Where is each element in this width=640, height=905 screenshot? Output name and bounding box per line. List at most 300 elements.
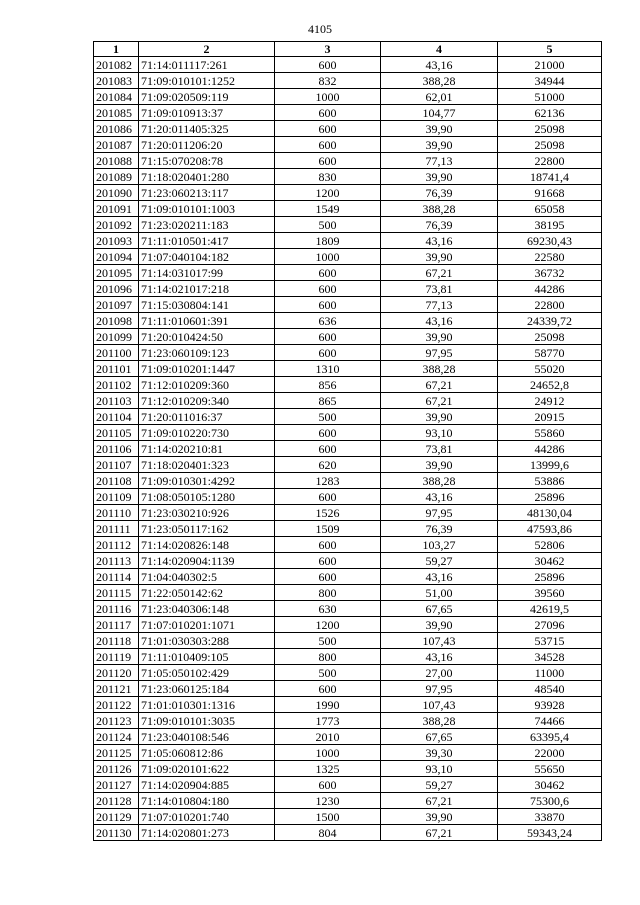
table-cell-col-1: 201115 bbox=[94, 585, 139, 601]
column-header-3: 3 bbox=[275, 42, 381, 57]
table-cell-col-2: 71:07:040104:182 bbox=[139, 249, 275, 265]
table-cell-col-4: 67,21 bbox=[381, 825, 498, 841]
table-row bbox=[94, 633, 602, 649]
table-cell-col-5: 47593,86 bbox=[498, 521, 602, 537]
table-cell-col-1: 201090 bbox=[94, 185, 139, 201]
table-cell-col-2: 71:15:030804:141 bbox=[139, 297, 275, 313]
table-cell-col-2: 71:18:020401:280 bbox=[139, 169, 275, 185]
table-cell-col-4: 43,16 bbox=[381, 57, 498, 73]
table-cell-col-1: 201094 bbox=[94, 249, 139, 265]
table-cell-col-1: 201101 bbox=[94, 361, 139, 377]
table-cell-col-5: 25896 bbox=[498, 569, 602, 585]
table-row bbox=[94, 425, 602, 441]
table-cell-col-1: 201082 bbox=[94, 57, 139, 73]
table-cell-col-3: 800 bbox=[275, 649, 381, 665]
table-cell-col-4: 97,95 bbox=[381, 345, 498, 361]
table-cell-col-2: 71:11:010409:105 bbox=[139, 649, 275, 665]
table-cell-col-2: 71:15:070208:78 bbox=[139, 153, 275, 169]
table-cell-col-2: 71:11:010501:417 bbox=[139, 233, 275, 249]
column-header-4: 4 bbox=[381, 42, 498, 57]
table-cell-col-5: 36732 bbox=[498, 265, 602, 281]
table-cell-col-2: 71:09:010301:4292 bbox=[139, 473, 275, 489]
table-cell-col-4: 76,39 bbox=[381, 185, 498, 201]
table-cell-col-1: 201117 bbox=[94, 617, 139, 633]
table-cell-col-4: 388,28 bbox=[381, 713, 498, 729]
table-cell-col-4: 39,90 bbox=[381, 809, 498, 825]
table-cell-col-4: 43,16 bbox=[381, 489, 498, 505]
table-cell-col-1: 201126 bbox=[94, 761, 139, 777]
table-cell-col-1: 201116 bbox=[94, 601, 139, 617]
table-cell-col-3: 2010 bbox=[275, 729, 381, 745]
table-cell-col-1: 201107 bbox=[94, 457, 139, 473]
table-cell-col-3: 1000 bbox=[275, 745, 381, 761]
table-cell-col-1: 201092 bbox=[94, 217, 139, 233]
table-cell-col-2: 71:08:050105:1280 bbox=[139, 489, 275, 505]
header-row bbox=[94, 42, 602, 57]
table-cell-col-1: 201125 bbox=[94, 745, 139, 761]
table-cell-col-3: 1283 bbox=[275, 473, 381, 489]
table-cell-col-3: 636 bbox=[275, 313, 381, 329]
table-cell-col-4: 67,21 bbox=[381, 377, 498, 393]
table-cell-col-5: 34528 bbox=[498, 649, 602, 665]
table-cell-col-2: 71:01:010301:1316 bbox=[139, 697, 275, 713]
table-cell-col-4: 97,95 bbox=[381, 505, 498, 521]
table-cell-col-2: 71:23:040306:148 bbox=[139, 601, 275, 617]
table-row bbox=[94, 345, 602, 361]
table-cell-col-2: 71:09:020101:622 bbox=[139, 761, 275, 777]
table-row bbox=[94, 105, 602, 121]
table-cell-col-5: 25098 bbox=[498, 329, 602, 345]
table-row bbox=[94, 441, 602, 457]
table-row bbox=[94, 569, 602, 585]
table-row bbox=[94, 329, 602, 345]
table-cell-col-5: 55650 bbox=[498, 761, 602, 777]
table-cell-col-3: 600 bbox=[275, 57, 381, 73]
table-cell-col-4: 388,28 bbox=[381, 473, 498, 489]
table-row bbox=[94, 649, 602, 665]
table-cell-col-3: 600 bbox=[275, 489, 381, 505]
table-cell-col-3: 600 bbox=[275, 265, 381, 281]
column-header-1: 1 bbox=[94, 42, 139, 57]
table-cell-col-1: 201123 bbox=[94, 713, 139, 729]
table-cell-col-1: 201111 bbox=[94, 521, 139, 537]
table-cell-col-2: 71:23:030210:926 bbox=[139, 505, 275, 521]
table-cell-col-5: 53886 bbox=[498, 473, 602, 489]
table-cell-col-1: 201087 bbox=[94, 137, 139, 153]
table-cell-col-3: 600 bbox=[275, 137, 381, 153]
table-row bbox=[94, 361, 602, 377]
table-cell-col-1: 201106 bbox=[94, 441, 139, 457]
table-cell-col-2: 71:07:010201:1071 bbox=[139, 617, 275, 633]
table-cell-col-5: 51000 bbox=[498, 89, 602, 105]
table-cell-col-3: 600 bbox=[275, 345, 381, 361]
table-cell-col-4: 43,16 bbox=[381, 649, 498, 665]
table-cell-col-4: 388,28 bbox=[381, 201, 498, 217]
table-row bbox=[94, 473, 602, 489]
table-cell-col-1: 201120 bbox=[94, 665, 139, 681]
table-cell-col-3: 1773 bbox=[275, 713, 381, 729]
table-cell-col-5: 39560 bbox=[498, 585, 602, 601]
table-cell-col-2: 71:09:010101:1252 bbox=[139, 73, 275, 89]
table-row bbox=[94, 713, 602, 729]
table-cell-col-4: 39,90 bbox=[381, 249, 498, 265]
table-cell-col-1: 201127 bbox=[94, 777, 139, 793]
table-cell-col-5: 44286 bbox=[498, 441, 602, 457]
table-cell-col-5: 22800 bbox=[498, 297, 602, 313]
table-cell-col-3: 500 bbox=[275, 665, 381, 681]
table-cell-col-5: 22800 bbox=[498, 153, 602, 169]
table-cell-col-5: 93928 bbox=[498, 697, 602, 713]
table-cell-col-4: 93,10 bbox=[381, 761, 498, 777]
table-cell-col-2: 71:09:020509:119 bbox=[139, 89, 275, 105]
table-cell-col-1: 201105 bbox=[94, 425, 139, 441]
table-header bbox=[94, 42, 602, 57]
table-cell-col-4: 77,13 bbox=[381, 297, 498, 313]
table-cell-col-3: 865 bbox=[275, 393, 381, 409]
table-cell-col-4: 104,77 bbox=[381, 105, 498, 121]
table-cell-col-3: 500 bbox=[275, 217, 381, 233]
table-cell-col-3: 600 bbox=[275, 153, 381, 169]
table-cell-col-2: 71:14:021017:218 bbox=[139, 281, 275, 297]
table-cell-col-5: 24339,72 bbox=[498, 313, 602, 329]
table-cell-col-1: 201113 bbox=[94, 553, 139, 569]
table-cell-col-3: 830 bbox=[275, 169, 381, 185]
table-cell-col-2: 71:20:011405:325 bbox=[139, 121, 275, 137]
table-cell-col-4: 97,95 bbox=[381, 681, 498, 697]
table-cell-col-5: 48540 bbox=[498, 681, 602, 697]
table-row bbox=[94, 825, 602, 841]
table-row bbox=[94, 137, 602, 153]
table-cell-col-2: 71:20:011206:20 bbox=[139, 137, 275, 153]
table-cell-col-2: 71:23:060109:123 bbox=[139, 345, 275, 361]
table-cell-col-2: 71:20:010424:50 bbox=[139, 329, 275, 345]
table-cell-col-1: 201121 bbox=[94, 681, 139, 697]
table-cell-col-5: 27096 bbox=[498, 617, 602, 633]
table-cell-col-5: 18741,4 bbox=[498, 169, 602, 185]
table-cell-col-1: 201083 bbox=[94, 73, 139, 89]
table-row bbox=[94, 793, 602, 809]
table-cell-col-4: 76,39 bbox=[381, 217, 498, 233]
table-cell-col-2: 71:09:010913:37 bbox=[139, 105, 275, 121]
table-row bbox=[94, 681, 602, 697]
table-cell-col-2: 71:01:030303:288 bbox=[139, 633, 275, 649]
table-cell-col-3: 600 bbox=[275, 537, 381, 553]
table-cell-col-3: 1310 bbox=[275, 361, 381, 377]
table-cell-col-5: 20915 bbox=[498, 409, 602, 425]
table-cell-col-2: 71:05:060812:86 bbox=[139, 745, 275, 761]
table-cell-col-1: 201097 bbox=[94, 297, 139, 313]
table-cell-col-1: 201100 bbox=[94, 345, 139, 361]
table-row bbox=[94, 57, 602, 73]
table-cell-col-3: 1809 bbox=[275, 233, 381, 249]
table-row bbox=[94, 313, 602, 329]
table-cell-col-5: 42619,5 bbox=[498, 601, 602, 617]
table-cell-col-4: 43,16 bbox=[381, 569, 498, 585]
table-cell-col-3: 1990 bbox=[275, 697, 381, 713]
table-cell-col-3: 1526 bbox=[275, 505, 381, 521]
table-cell-col-3: 600 bbox=[275, 681, 381, 697]
table-cell-col-4: 67,21 bbox=[381, 793, 498, 809]
table-row bbox=[94, 809, 602, 825]
data-table bbox=[93, 41, 602, 841]
table-cell-col-5: 53715 bbox=[498, 633, 602, 649]
table-cell-col-2: 71:09:010101:1003 bbox=[139, 201, 275, 217]
table-cell-col-3: 1200 bbox=[275, 185, 381, 201]
table-cell-col-5: 55020 bbox=[498, 361, 602, 377]
table-cell-col-4: 39,90 bbox=[381, 169, 498, 185]
table-cell-col-1: 201114 bbox=[94, 569, 139, 585]
table-cell-col-2: 71:09:010101:3035 bbox=[139, 713, 275, 729]
table-cell-col-2: 71:23:060125:184 bbox=[139, 681, 275, 697]
table-cell-col-2: 71:04:040302:5 bbox=[139, 569, 275, 585]
table-cell-col-4: 51,00 bbox=[381, 585, 498, 601]
table-cell-col-3: 600 bbox=[275, 105, 381, 121]
table-cell-col-5: 69230,43 bbox=[498, 233, 602, 249]
table-cell-col-5: 30462 bbox=[498, 777, 602, 793]
table-cell-col-2: 71:22:050142:62 bbox=[139, 585, 275, 601]
table-cell-col-2: 71:14:020904:1139 bbox=[139, 553, 275, 569]
table-cell-col-2: 71:07:010201:740 bbox=[139, 809, 275, 825]
table-cell-col-5: 24912 bbox=[498, 393, 602, 409]
table-cell-col-1: 201095 bbox=[94, 265, 139, 281]
table-cell-col-3: 600 bbox=[275, 329, 381, 345]
table-cell-col-4: 67,21 bbox=[381, 393, 498, 409]
table-cell-col-2: 71:18:020401:323 bbox=[139, 457, 275, 473]
table-row bbox=[94, 761, 602, 777]
table-cell-col-3: 1000 bbox=[275, 249, 381, 265]
table-row bbox=[94, 745, 602, 761]
table-row bbox=[94, 553, 602, 569]
table-row bbox=[94, 153, 602, 169]
table-cell-col-3: 600 bbox=[275, 297, 381, 313]
table-cell-col-4: 39,90 bbox=[381, 137, 498, 153]
table-cell-col-1: 201128 bbox=[94, 793, 139, 809]
table-cell-col-1: 201099 bbox=[94, 329, 139, 345]
table-row bbox=[94, 489, 602, 505]
table-cell-col-3: 600 bbox=[275, 553, 381, 569]
table-cell-col-3: 804 bbox=[275, 825, 381, 841]
table-cell-col-2: 71:23:020211:183 bbox=[139, 217, 275, 233]
table-body bbox=[94, 57, 602, 841]
table-row bbox=[94, 249, 602, 265]
table-cell-col-5: 11000 bbox=[498, 665, 602, 681]
table-cell-col-1: 201103 bbox=[94, 393, 139, 409]
table-cell-col-1: 201109 bbox=[94, 489, 139, 505]
table-cell-col-2: 71:14:020801:273 bbox=[139, 825, 275, 841]
table-cell-col-3: 500 bbox=[275, 633, 381, 649]
table-cell-col-5: 30462 bbox=[498, 553, 602, 569]
table-cell-col-5: 91668 bbox=[498, 185, 602, 201]
table-cell-col-4: 59,27 bbox=[381, 553, 498, 569]
table-cell-col-2: 71:23:050117:162 bbox=[139, 521, 275, 537]
table-cell-col-5: 25896 bbox=[498, 489, 602, 505]
table-cell-col-1: 201091 bbox=[94, 201, 139, 217]
table-cell-col-5: 63395,4 bbox=[498, 729, 602, 745]
table-cell-col-3: 1325 bbox=[275, 761, 381, 777]
table-cell-col-5: 52806 bbox=[498, 537, 602, 553]
table-cell-col-5: 22000 bbox=[498, 745, 602, 761]
table-cell-col-5: 22580 bbox=[498, 249, 602, 265]
table-row bbox=[94, 297, 602, 313]
table-cell-col-5: 55860 bbox=[498, 425, 602, 441]
table-cell-col-5: 13999,6 bbox=[498, 457, 602, 473]
table-cell-col-4: 39,90 bbox=[381, 617, 498, 633]
table-cell-col-3: 600 bbox=[275, 281, 381, 297]
table-row bbox=[94, 233, 602, 249]
table-cell-col-1: 201102 bbox=[94, 377, 139, 393]
table-row bbox=[94, 665, 602, 681]
table-cell-col-4: 39,90 bbox=[381, 329, 498, 345]
table-cell-col-3: 620 bbox=[275, 457, 381, 473]
table-cell-col-3: 1549 bbox=[275, 201, 381, 217]
column-header-2: 2 bbox=[139, 42, 275, 57]
table-cell-col-4: 27,00 bbox=[381, 665, 498, 681]
table-cell-col-4: 73,81 bbox=[381, 441, 498, 457]
table-cell-col-3: 600 bbox=[275, 121, 381, 137]
table-cell-col-4: 77,13 bbox=[381, 153, 498, 169]
table-cell-col-1: 201096 bbox=[94, 281, 139, 297]
table-row bbox=[94, 521, 602, 537]
table-row bbox=[94, 697, 602, 713]
table-cell-col-1: 201084 bbox=[94, 89, 139, 105]
table-cell-col-2: 71:14:020826:148 bbox=[139, 537, 275, 553]
table-cell-col-1: 201088 bbox=[94, 153, 139, 169]
table-cell-col-4: 39,30 bbox=[381, 745, 498, 761]
table-cell-col-2: 71:11:010601:391 bbox=[139, 313, 275, 329]
table-row bbox=[94, 377, 602, 393]
table-row bbox=[94, 89, 602, 105]
table-cell-col-4: 103,27 bbox=[381, 537, 498, 553]
table-row bbox=[94, 121, 602, 137]
table-cell-col-5: 25098 bbox=[498, 137, 602, 153]
table-row bbox=[94, 281, 602, 297]
table-cell-col-3: 600 bbox=[275, 777, 381, 793]
table-cell-col-4: 62,01 bbox=[381, 89, 498, 105]
table-row bbox=[94, 617, 602, 633]
table-cell-col-4: 59,27 bbox=[381, 777, 498, 793]
table-row bbox=[94, 457, 602, 473]
table-cell-col-1: 201122 bbox=[94, 697, 139, 713]
table-cell-col-3: 500 bbox=[275, 409, 381, 425]
table-cell-col-1: 201130 bbox=[94, 825, 139, 841]
table-cell-col-4: 67,65 bbox=[381, 601, 498, 617]
table-cell-col-1: 201110 bbox=[94, 505, 139, 521]
table-row bbox=[94, 265, 602, 281]
table-row bbox=[94, 601, 602, 617]
table-cell-col-2: 71:23:040108:546 bbox=[139, 729, 275, 745]
page-number: 4105 bbox=[308, 22, 332, 36]
table-cell-col-5: 24652,8 bbox=[498, 377, 602, 393]
table-cell-col-1: 201112 bbox=[94, 537, 139, 553]
table-cell-col-5: 59343,24 bbox=[498, 825, 602, 841]
table-cell-col-4: 39,90 bbox=[381, 409, 498, 425]
table-cell-col-4: 73,81 bbox=[381, 281, 498, 297]
table-cell-col-1: 201124 bbox=[94, 729, 139, 745]
table-cell-col-2: 71:14:020210:81 bbox=[139, 441, 275, 457]
table-row bbox=[94, 73, 602, 89]
table-cell-col-3: 856 bbox=[275, 377, 381, 393]
table-row bbox=[94, 409, 602, 425]
table-cell-col-1: 201118 bbox=[94, 633, 139, 649]
table-cell-col-5: 65058 bbox=[498, 201, 602, 217]
table-cell-col-4: 39,90 bbox=[381, 457, 498, 473]
table-cell-col-5: 58770 bbox=[498, 345, 602, 361]
table-cell-col-5: 48130,04 bbox=[498, 505, 602, 521]
table-cell-col-3: 600 bbox=[275, 569, 381, 585]
table-cell-col-3: 600 bbox=[275, 441, 381, 457]
table-cell-col-1: 201089 bbox=[94, 169, 139, 185]
table-cell-col-3: 800 bbox=[275, 585, 381, 601]
table-row bbox=[94, 185, 602, 201]
table-cell-col-2: 71:09:010220:730 bbox=[139, 425, 275, 441]
table-cell-col-4: 388,28 bbox=[381, 73, 498, 89]
table-cell-col-3: 630 bbox=[275, 601, 381, 617]
table-cell-col-4: 39,90 bbox=[381, 121, 498, 137]
table-row bbox=[94, 393, 602, 409]
table-cell-col-5: 62136 bbox=[498, 105, 602, 121]
table-cell-col-5: 34944 bbox=[498, 73, 602, 89]
table-cell-col-2: 71:09:010201:1447 bbox=[139, 361, 275, 377]
table-cell-col-5: 75300,6 bbox=[498, 793, 602, 809]
table-cell-col-3: 600 bbox=[275, 425, 381, 441]
table-cell-col-4: 67,21 bbox=[381, 265, 498, 281]
table-cell-col-2: 71:14:011117:261 bbox=[139, 57, 275, 73]
table-cell-col-3: 1500 bbox=[275, 809, 381, 825]
table-cell-col-5: 21000 bbox=[498, 57, 602, 73]
table-cell-col-2: 71:14:010804:180 bbox=[139, 793, 275, 809]
table-cell-col-2: 71:20:011016:37 bbox=[139, 409, 275, 425]
table-cell-col-2: 71:12:010209:360 bbox=[139, 377, 275, 393]
table-cell-col-1: 201108 bbox=[94, 473, 139, 489]
table-row bbox=[94, 537, 602, 553]
table-cell-col-4: 67,65 bbox=[381, 729, 498, 745]
table-cell-col-5: 38195 bbox=[498, 217, 602, 233]
table-cell-col-1: 201119 bbox=[94, 649, 139, 665]
table-cell-col-2: 71:23:060213:117 bbox=[139, 185, 275, 201]
table-cell-col-4: 93,10 bbox=[381, 425, 498, 441]
table-cell-col-2: 71:14:020904:885 bbox=[139, 777, 275, 793]
table-row bbox=[94, 585, 602, 601]
table-cell-col-3: 832 bbox=[275, 73, 381, 89]
table-cell-col-2: 71:12:010209:340 bbox=[139, 393, 275, 409]
table-cell-col-5: 44286 bbox=[498, 281, 602, 297]
table-cell-col-5: 74466 bbox=[498, 713, 602, 729]
table-cell-col-3: 1230 bbox=[275, 793, 381, 809]
table-cell-col-4: 107,43 bbox=[381, 697, 498, 713]
table-row bbox=[94, 777, 602, 793]
table-cell-col-4: 107,43 bbox=[381, 633, 498, 649]
table-cell-col-2: 71:05:050102:429 bbox=[139, 665, 275, 681]
table-row bbox=[94, 169, 602, 185]
table-cell-col-3: 1509 bbox=[275, 521, 381, 537]
table-cell-col-2: 71:14:031017:99 bbox=[139, 265, 275, 281]
table-row bbox=[94, 217, 602, 233]
table-row bbox=[94, 201, 602, 217]
table-row bbox=[94, 505, 602, 521]
column-header-5: 5 bbox=[498, 42, 602, 57]
table-cell-col-1: 201093 bbox=[94, 233, 139, 249]
table-cell-col-1: 201098 bbox=[94, 313, 139, 329]
table-cell-col-1: 201129 bbox=[94, 809, 139, 825]
table-cell-col-4: 43,16 bbox=[381, 233, 498, 249]
table-cell-col-3: 1200 bbox=[275, 617, 381, 633]
table-cell-col-1: 201085 bbox=[94, 105, 139, 121]
table-cell-col-4: 43,16 bbox=[381, 313, 498, 329]
table-cell-col-1: 201086 bbox=[94, 121, 139, 137]
table-cell-col-5: 33870 bbox=[498, 809, 602, 825]
table-cell-col-5: 25098 bbox=[498, 121, 602, 137]
table-row bbox=[94, 729, 602, 745]
